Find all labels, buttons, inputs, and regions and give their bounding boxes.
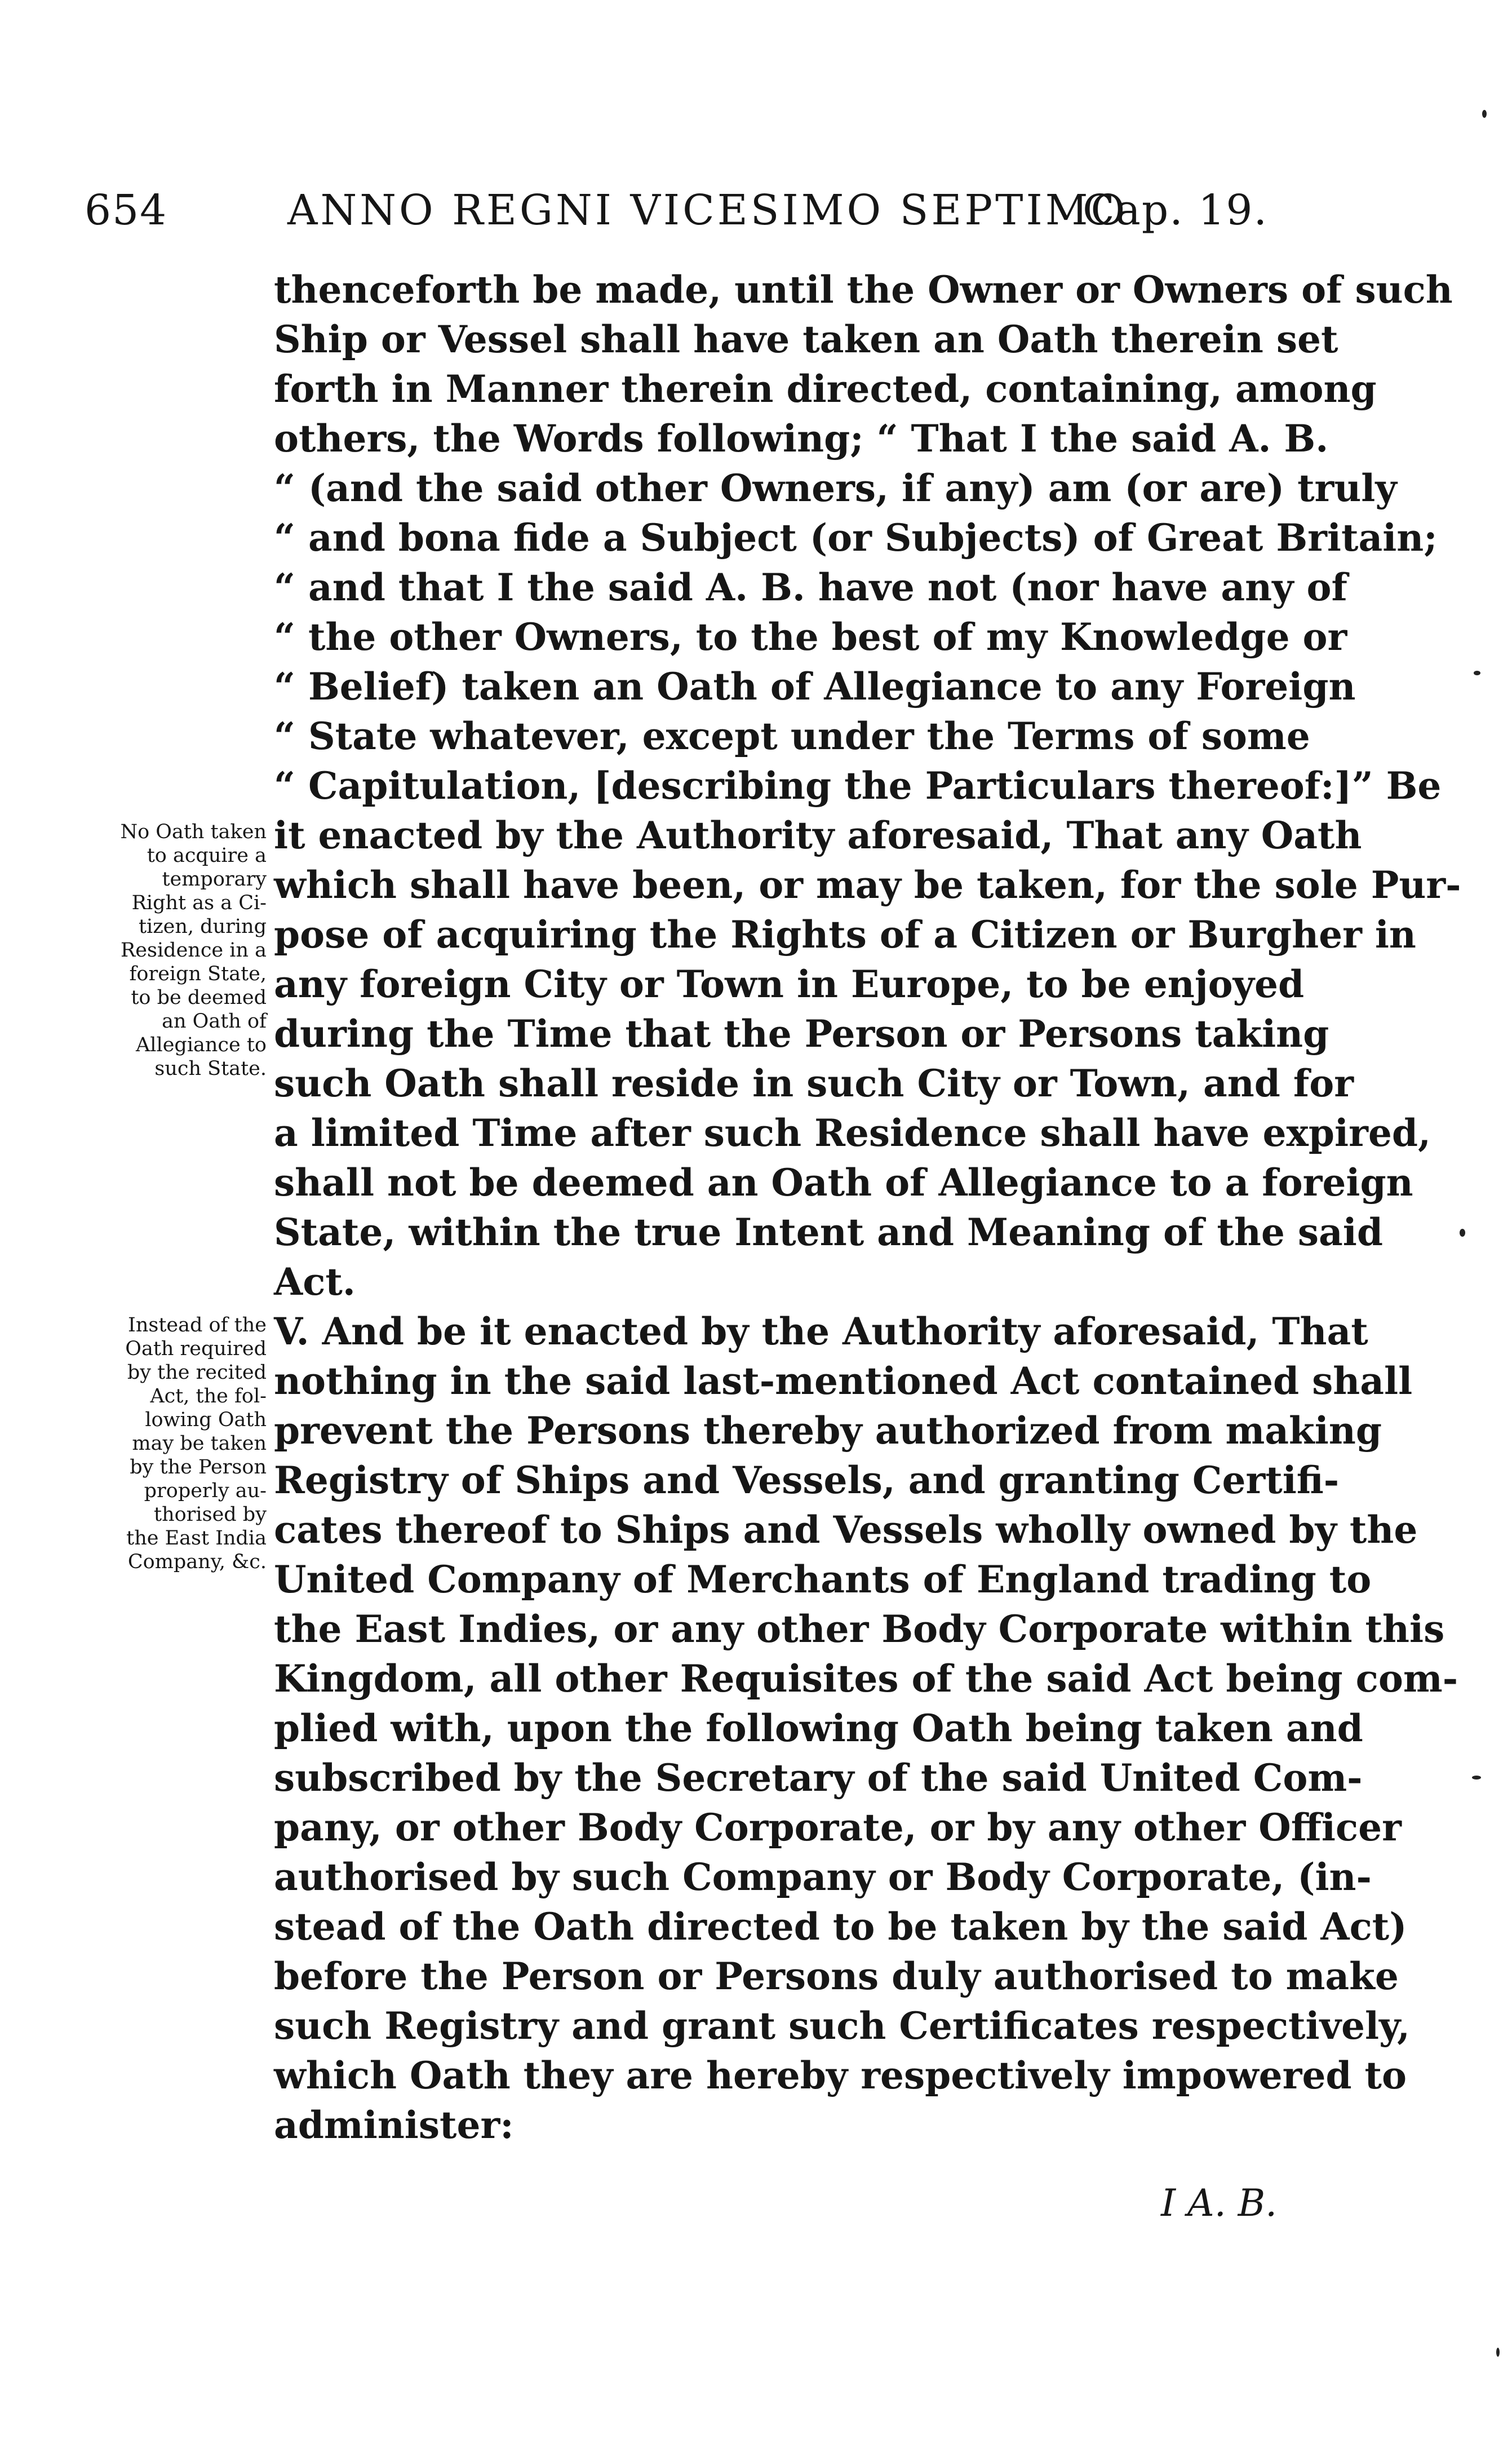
scan-speck xyxy=(1496,2348,1500,2357)
body-line: pany, or other Body Corporate, or by any other Officer xyxy=(274,1805,1402,1849)
body-line: United Company of Merchants of England trading to xyxy=(274,1557,1372,1601)
body-line: “ Capitulation, [describing the Particulars thereof:]” Be xyxy=(274,764,1442,808)
margin-note-line: Oath required xyxy=(125,1338,267,1360)
margin-note-line: Right as a Ci- xyxy=(131,892,267,914)
body-line: such Registry and grant such Certificates respectively, xyxy=(274,2004,1411,2048)
margin-note-line: by the Person xyxy=(130,1456,267,1479)
body-line: “ and bona fide a Subject (or Subjects) of Great Britain; xyxy=(274,516,1438,560)
body-line: Act. xyxy=(274,1260,356,1304)
body-line: nothing in the said last-mentioned Act contained shall xyxy=(274,1359,1413,1403)
running-title: ANNO REGNI VICESIMO SEPTIMO xyxy=(287,186,1128,234)
body-line: Ship or Vessel shall have taken an Oath therein set xyxy=(274,317,1338,361)
body-line: administer: xyxy=(274,2103,514,2147)
body-line: “ (and the said other Owners, if any) am (or are) truly xyxy=(274,466,1397,510)
margin-note-line: to acquire a xyxy=(147,844,267,867)
chapter-number: Cap. 19. xyxy=(1083,186,1268,234)
body-line: which Oath they are hereby respectively impowered to xyxy=(274,2053,1407,2097)
body-line: pose of acquiring the Rights of a Citizen or Burgher in xyxy=(274,913,1416,957)
margin-note-line: may be taken xyxy=(132,1432,267,1455)
body-line: a limited Time after such Residence shall have expired, xyxy=(274,1111,1431,1155)
body-line: prevent the Persons thereby authorized from making xyxy=(274,1409,1382,1453)
margin-note-line: an Oath of xyxy=(162,1010,267,1033)
body-line: Kingdom, all other Requisites of the said Act being com- xyxy=(274,1657,1458,1701)
body-line: during the Time that the Person or Persons taking xyxy=(274,1012,1329,1056)
body-line: thenceforth be made, until the Owner or Owners of such xyxy=(274,268,1453,312)
scan-speck xyxy=(1460,1229,1465,1237)
body-line: “ State whatever, except under the Terms of some xyxy=(274,714,1310,758)
page-header xyxy=(85,186,1268,254)
margin-note-line: to be deemed xyxy=(131,986,267,1009)
margin-note-line: Residence in a xyxy=(120,939,267,962)
body-line: “ the other Owners, to the best of my Knowledge or xyxy=(274,615,1347,659)
margin-note-line: No Oath taken xyxy=(120,821,267,843)
body-line: authorised by such Company or Body Corporate, (in- xyxy=(274,1855,1372,1899)
body-line: plied with, upon the following Oath being taken and xyxy=(274,1706,1363,1750)
margin-note-line: tizen, during xyxy=(138,915,267,938)
body-line: stead of the Oath directed to be taken by the said Act) xyxy=(274,1905,1407,1949)
scan-speck xyxy=(1474,671,1480,675)
body-line: cates thereof to Ships and Vessels wholly owned by the xyxy=(274,1508,1418,1552)
margin-note-line: thorised by xyxy=(154,1503,267,1526)
margin-note-line: lowing Oath xyxy=(145,1409,267,1431)
body-line: forth in Manner therein directed, containing, among xyxy=(274,367,1377,411)
margin-note-line: by the recited xyxy=(127,1361,267,1384)
body-line: before the Person or Persons duly authorised to make xyxy=(274,1954,1399,1998)
body-line: “ Belief) taken an Oath of Allegiance to any Foreign xyxy=(274,665,1356,709)
margin-note-oath-citizen xyxy=(95,820,267,1081)
section-heading-line: V. And be it enacted by the Authority aforesaid, That xyxy=(274,1309,1368,1353)
body-line: any foreign City or Town in Europe, to be enjoyed xyxy=(274,962,1305,1006)
scan-speck xyxy=(1482,110,1487,118)
margin-note-line: foreign State, xyxy=(129,963,267,985)
body-line: others, the Words following; “ That I the said A. B. xyxy=(274,417,1329,461)
body-line: shall not be deemed an Oath of Allegiance to a foreign xyxy=(274,1161,1413,1205)
body-text xyxy=(274,265,1461,2150)
page-number: 654 xyxy=(85,186,168,234)
margin-note-line: the East India xyxy=(126,1527,267,1550)
margin-note-line: such State. xyxy=(154,1057,267,1080)
margin-note-line: Allegiance to xyxy=(136,1034,267,1056)
catchword: I A. B. xyxy=(1161,2181,1278,2225)
body-line: subscribed by the Secretary of the said United Com- xyxy=(274,1756,1363,1800)
scan-speck xyxy=(1472,1776,1481,1780)
body-line: State, within the true Intent and Meaning of the said xyxy=(274,1210,1384,1254)
margin-note-line: Instead of the xyxy=(128,1314,267,1336)
body-line: “ and that I the said A. B. have not (nor have any of xyxy=(274,565,1347,609)
margin-note-line: Company, &c. xyxy=(127,1551,267,1573)
body-line: it enacted by the Authority aforesaid, That any Oath xyxy=(274,813,1362,857)
body-line: which shall have been, or may be taken, for the sole Pur- xyxy=(274,863,1461,907)
margin-note-line: Act, the fol- xyxy=(150,1385,267,1407)
body-line: the East Indies, or any other Body Corporate within this xyxy=(274,1607,1445,1651)
margin-note-line: temporary xyxy=(162,868,267,891)
margin-note-east-india-oath xyxy=(95,1313,267,1574)
body-line: Registry of Ships and Vessels, and granting Certifi- xyxy=(274,1458,1340,1502)
margin-note-line: properly au- xyxy=(144,1480,267,1502)
body-line: such Oath shall reside in such City or Town, and for xyxy=(274,1061,1354,1105)
